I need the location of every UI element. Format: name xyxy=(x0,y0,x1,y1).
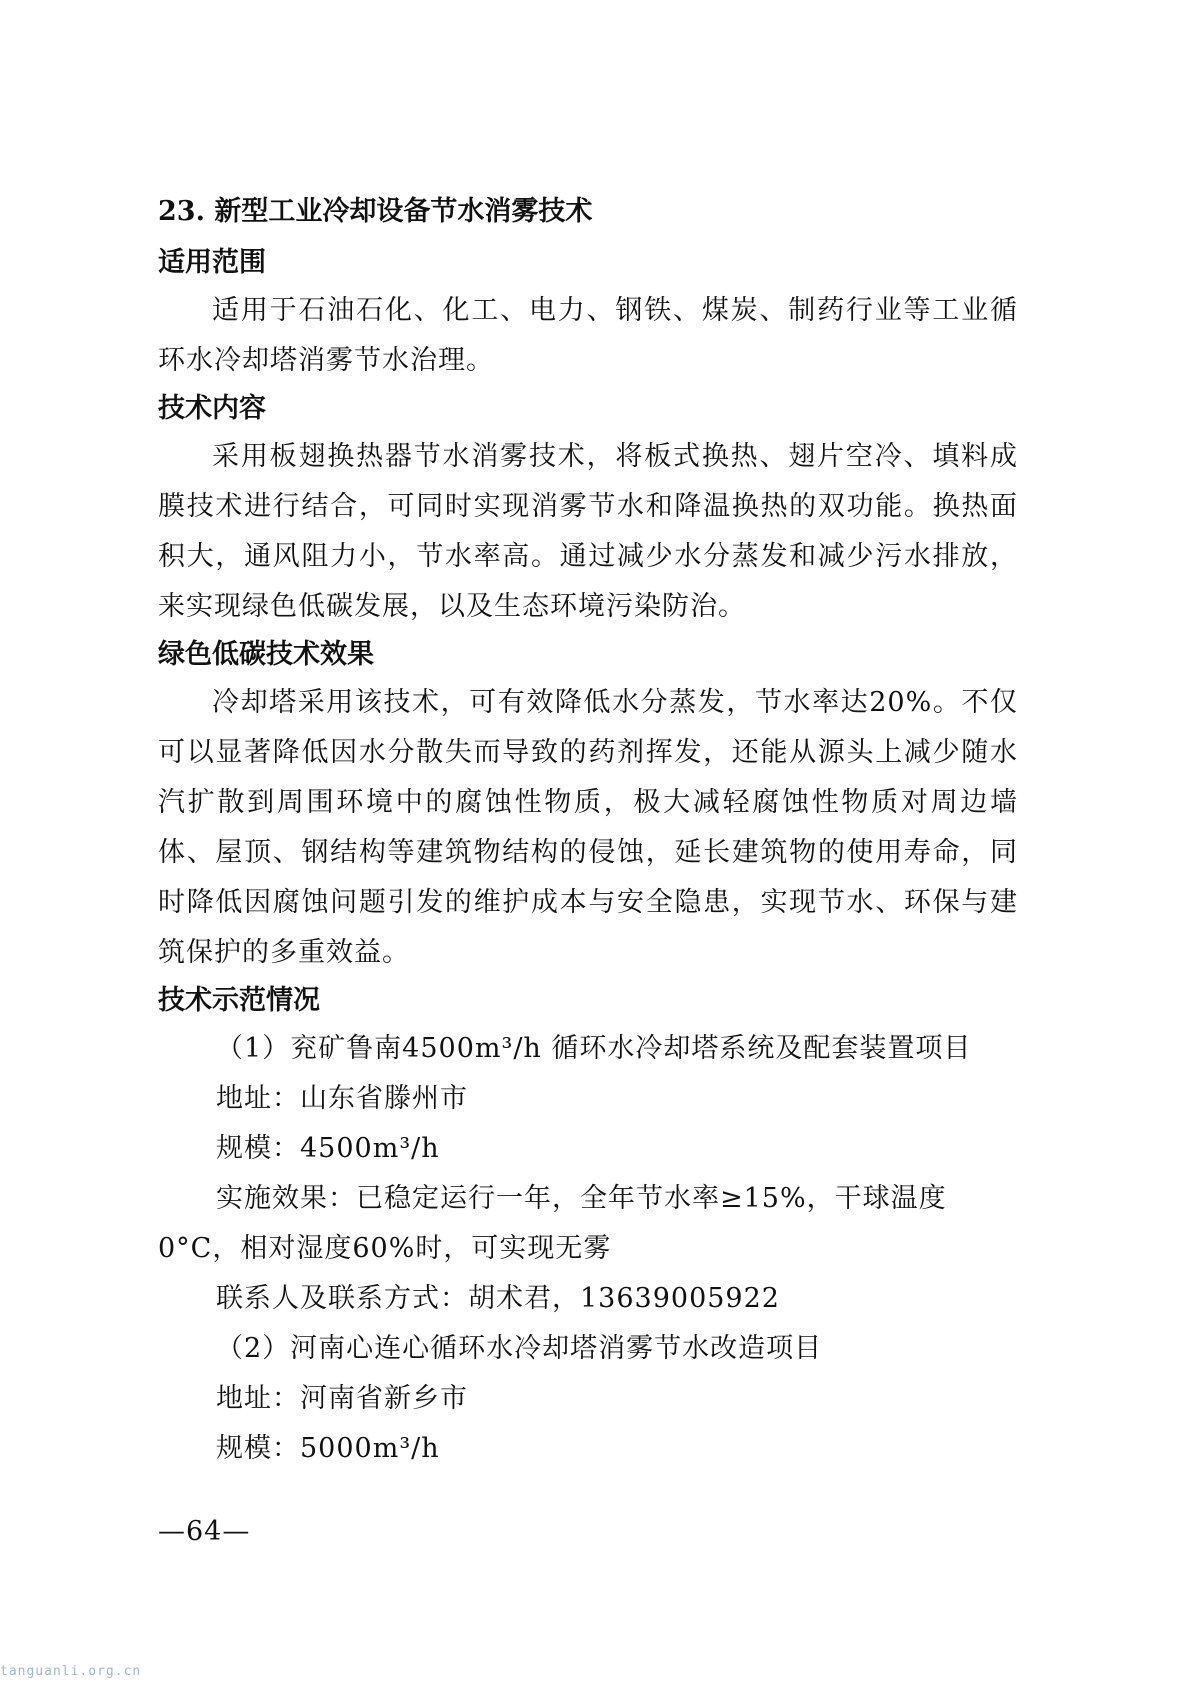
project-2-scale: 规模：5000m³/h xyxy=(216,1433,440,1464)
section-title: 23. 新型工业冷却设备节水消雾技术 xyxy=(158,196,593,227)
heading-effect: 绿色低碳技术效果 xyxy=(158,639,374,670)
heading-content: 技术内容 xyxy=(158,393,266,424)
project-1-address: 地址：山东省滕州市 xyxy=(216,1083,468,1114)
project-2-address: 地址：河南省新乡市 xyxy=(216,1383,468,1414)
page-number: —64— xyxy=(158,1516,251,1547)
project-1-contact: 联系人及联系方式：胡术君，13639005922 xyxy=(216,1283,780,1314)
heading-demo: 技术示范情况 xyxy=(158,985,320,1016)
heading-scope: 适用范围 xyxy=(158,247,266,278)
project-1-name: （1）兖矿鲁南4500m³/h 循环水冷却塔系统及配套装置项目 xyxy=(216,1033,972,1064)
project-2-name: （2）河南心连心循环水冷却塔消雾节水改造项目 xyxy=(216,1333,823,1364)
paragraph-scope: 适用于石油石化、化工、电力、钢铁、煤炭、制药行业等工业循环水冷却塔消雾节水治理。 xyxy=(158,295,1018,376)
paragraph-content: 采用板翅换热器节水消雾技术，将板式换热、翅片空冷、填料成膜技术进行结合，可同时实现消雾节水和降温换热的双功能。换热面积大，通风阻力小，节水率高。通过减少水分蒸发和减少污水排放，来实现绿色低碳发展，以及生态环境污染防治。 xyxy=(158,441,1018,622)
paragraph-effect: 冷却塔采用该技术，可有效降低水分蒸发，节水率达20%。不仅可以显著降低因水分散失而导致的药剂挥发，还能从源头上减少随水汽扩散到周围环境中的腐蚀性物质，极大减轻腐蚀性物质对周边墙体、屋顶、钢结构等建筑物结构的侵蚀，延长建筑物的使用寿命，同时降低因腐蚀问题引发的维护成本与安全隐患，实现节水、环保与建筑保护的多重效益。 xyxy=(158,687,1018,968)
project-1-scale: 规模：4500m³/h xyxy=(216,1133,440,1164)
project-1-result: 实施效果：已稳定运行一年，全年节水率≥15%，干球温度0°C，相对湿度60%时，可实现无雾 xyxy=(158,1183,947,1264)
watermark-text: tanguanli.org.cn xyxy=(0,1664,142,1679)
page-content xyxy=(158,192,1018,1474)
